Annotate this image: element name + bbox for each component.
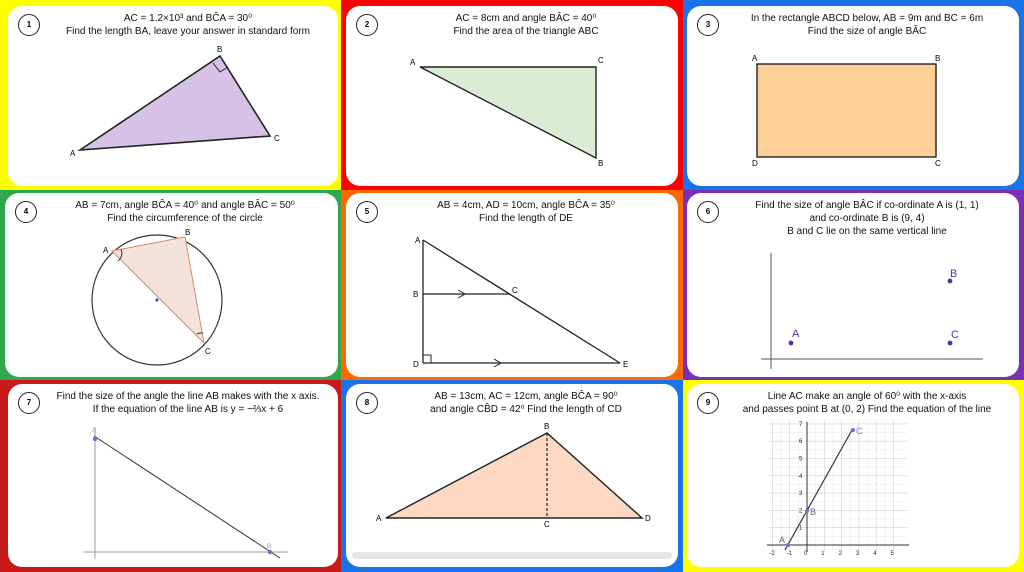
question-line: Find the length of DE	[479, 213, 573, 224]
card-2	[346, 6, 678, 186]
y-tick-label: 5	[799, 456, 803, 463]
y-tick-label: 7	[799, 421, 803, 428]
question-line: AB = 13cm, AC = 12cm, angle BĈA = 90⁰	[434, 391, 618, 402]
question-number: 3	[697, 14, 719, 36]
card-6	[687, 193, 1019, 377]
vertex-label-b: B	[935, 54, 941, 63]
question-line: Find the length BA, leave your answer in standard form	[65, 26, 311, 37]
vertex-label-b: B	[544, 422, 550, 431]
point-c	[851, 428, 855, 432]
x-tick-label: 4	[873, 551, 877, 557]
card-3	[687, 6, 1019, 186]
question-line: If the equation of the line AB is y = −⅔x + 6	[92, 404, 284, 415]
point-a	[93, 437, 97, 441]
horizontal-scrollbar[interactable]	[352, 552, 672, 559]
card-1	[8, 6, 338, 186]
point-label-c: C	[856, 426, 863, 436]
side-ae	[423, 240, 620, 363]
question-line: and co-ordinate B is (9, 4)	[809, 213, 925, 224]
question-line: AB = 4cm, AD = 10cm, angle BĈA = 35⁰	[437, 200, 615, 211]
question-line: B and C lie on the same vertical line	[787, 226, 947, 237]
vertex-label-c: C	[205, 347, 211, 356]
question-line: In the rectangle ABCD below, AB = 9m and BC = 6m	[750, 13, 984, 24]
question-number: 6	[697, 201, 719, 223]
question-number: 7	[18, 392, 40, 414]
x-tick-label: 0	[804, 551, 808, 557]
right-angle-marker	[423, 355, 431, 363]
question-number: 1	[18, 14, 40, 36]
point-label-c: C	[951, 329, 959, 341]
vertex-label-a: A	[376, 514, 382, 523]
point-label-b: B	[950, 268, 958, 280]
point-a	[786, 543, 790, 547]
line-graph-diagram	[8, 384, 338, 567]
point-b	[268, 550, 272, 554]
question-number: 2	[356, 14, 378, 36]
question-number: 8	[356, 392, 378, 414]
point-label-b: B	[810, 507, 817, 517]
card-8	[346, 384, 678, 567]
vertex-label-b: B	[413, 290, 419, 299]
card-9	[687, 384, 1019, 567]
y-tick-label: 3	[799, 491, 803, 498]
vertex-label-a: A	[752, 54, 758, 63]
triangle-abc	[420, 67, 596, 158]
vertex-label-d: D	[413, 360, 419, 369]
question-line: Find the circumference of the circle	[107, 213, 263, 224]
card-4	[5, 193, 338, 377]
x-tick-label: 2	[838, 551, 842, 557]
card-5	[346, 193, 678, 377]
vertex-label-c: C	[544, 520, 550, 529]
rectangle-diagram	[687, 6, 1019, 186]
question-line: and passes point B at (0, 2) Find the equation of the line	[742, 404, 992, 415]
triangle-abd	[386, 433, 642, 518]
triangle-diagram	[346, 6, 678, 186]
point-label-a: A	[779, 535, 786, 545]
vertex-label-d: D	[645, 514, 651, 523]
circle-diagram	[5, 193, 338, 377]
point-label-b: B	[267, 544, 272, 550]
point-a	[789, 341, 794, 346]
vertex-label-c: C	[274, 134, 280, 143]
point-label-a: A	[792, 328, 800, 340]
vertex-label-a: A	[410, 58, 416, 67]
vertex-label-c: C	[598, 56, 604, 65]
x-tick-label: 1	[821, 551, 825, 557]
question-line: Find the size of angle BÂC	[807, 26, 927, 37]
question-line: and angle CB̂D = 42⁰ Find the length of CD	[430, 404, 622, 415]
point-b	[805, 509, 809, 513]
axis-ticks	[769, 422, 894, 557]
x-tick-label: 3	[855, 551, 860, 557]
line-ab	[94, 436, 280, 558]
grid-lines	[769, 420, 907, 551]
y-tick-label: 4	[799, 473, 803, 480]
question-line: Line AC make an angle of 60⁰ with the x-axis	[767, 391, 967, 402]
question-line: Find the size of the angle the line AB makes with the x axis.	[56, 391, 320, 402]
question-line: AC = 8cm and angle BÂC = 40⁰	[455, 13, 597, 24]
vertex-label-d: D	[752, 159, 758, 168]
question-line: AC = 1.2×10³ and BĈA = 30⁰	[123, 13, 253, 24]
question-number: 4	[15, 201, 37, 223]
vertex-label-e: E	[623, 360, 629, 369]
triangle-abc	[112, 237, 204, 343]
y-tick-label: 6	[799, 439, 803, 446]
vertex-label-c: C	[512, 286, 518, 295]
line-ac	[785, 430, 852, 550]
point-c	[948, 341, 953, 346]
triangle-diagram	[346, 384, 678, 567]
question-line: AB = 7cm, angle BĈA = 40⁰ and angle BÂC = 50⁰	[75, 200, 295, 211]
y-tick-label: 1	[799, 525, 803, 532]
x-tick-label: -2	[769, 551, 775, 557]
point-label-a: A	[92, 428, 97, 434]
x-tick-label: 5	[890, 551, 894, 557]
circle-centre	[155, 298, 158, 301]
triangle-abc	[80, 56, 270, 150]
x-tick-label: -1	[786, 551, 793, 557]
question-line: Find the size of angle BÂC if co-ordinate A is (1, 1)	[755, 200, 979, 211]
vertex-label-b: B	[598, 159, 604, 168]
vertex-label-c: C	[935, 159, 941, 168]
coordinate-diagram	[687, 193, 1019, 377]
coordinate-grid-diagram	[687, 384, 1019, 567]
vertex-label-b: B	[217, 45, 223, 54]
similar-triangles-diagram	[346, 193, 678, 377]
rectangle-abcd	[757, 64, 936, 157]
question-number: 5	[356, 201, 378, 223]
vertex-label-a: A	[415, 236, 421, 245]
question-number: 9	[697, 392, 719, 414]
vertex-label-b: B	[185, 228, 191, 237]
triangle-diagram	[8, 6, 338, 186]
card-7	[8, 384, 338, 567]
vertex-label-a: A	[103, 246, 109, 255]
y-tick-label: 2	[799, 508, 803, 515]
vertex-label-a: A	[70, 149, 76, 158]
question-line: Find the area of the triangle ABC	[453, 26, 599, 37]
